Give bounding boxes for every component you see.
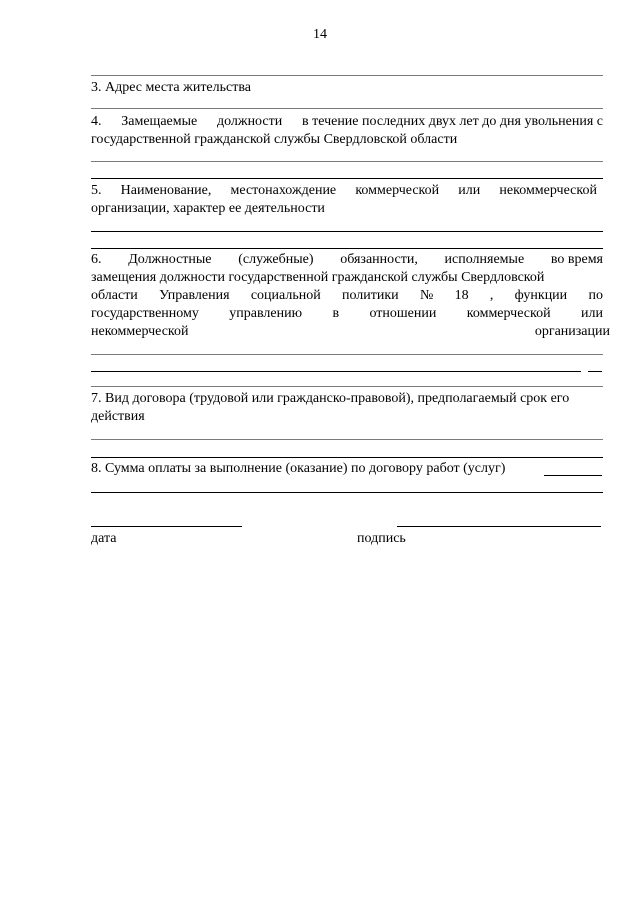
section-6-word: функции: [514, 288, 568, 303]
section-6-word: или: [580, 306, 603, 321]
fill-line: [91, 178, 603, 179]
fill-line: [588, 371, 602, 372]
section-6-word: 18: [454, 288, 469, 303]
sign-label: подпись: [357, 531, 406, 546]
section-6-word: по: [588, 288, 603, 303]
page-number: 14: [313, 27, 327, 42]
section-6-word: 6.: [91, 252, 102, 267]
section-4-line-1: [91, 113, 603, 131]
section-6-word: (служебные): [238, 252, 314, 267]
section-7-line-1: 7. Вид договора (трудовой или гражданско-правовой), предполагаемый срок его: [91, 391, 570, 406]
section-6-word: Должностные: [128, 252, 212, 267]
section-5-word: или: [458, 183, 481, 198]
section-6-word: отношении: [369, 306, 437, 321]
sum-fill-line: [544, 475, 602, 476]
section-5-word: Наименование,: [120, 183, 212, 198]
fill-line: [91, 248, 603, 249]
sign-signature-line: [397, 526, 601, 527]
fill-line: [91, 108, 603, 109]
fill-line: [91, 371, 581, 372]
section-6-word: политики: [341, 288, 399, 303]
section-6-word: социальной: [250, 288, 321, 303]
section-6-line-4: [91, 305, 603, 323]
section-6-word: организации: [534, 324, 610, 339]
section-6-word: обязанности,: [340, 252, 418, 267]
section-3-label: 3. Адрес места жительства: [91, 80, 251, 95]
section-5-word: коммерческой: [355, 183, 440, 198]
section-6-word: исполняемые: [444, 252, 525, 267]
section-5-word: 5.: [91, 183, 102, 198]
fill-line: [91, 161, 603, 162]
section-4-word: должности: [216, 114, 283, 129]
section-6-word: во время: [550, 252, 603, 267]
fill-line: [91, 492, 603, 493]
fill-line: [91, 231, 603, 232]
section-5-word: некоммерческой: [499, 183, 597, 198]
section-4-word: 4.: [91, 114, 102, 129]
section-6-word: государственному: [91, 306, 199, 321]
section-6-word: некоммерческой: [91, 324, 189, 339]
fill-line: [91, 457, 603, 458]
fill-line: [91, 75, 603, 76]
section-6-word: управлению: [229, 306, 303, 321]
section-6-word: коммерческой: [466, 306, 551, 321]
section-6-line-5: [91, 323, 610, 341]
section-5-line-1: [91, 182, 597, 200]
section-7-line-2: действия: [91, 409, 145, 424]
section-5-word: местонахождение: [230, 183, 337, 198]
fill-line: [91, 354, 603, 355]
section-6-line-3: [91, 287, 603, 305]
section-6-line-1: [91, 251, 603, 269]
fill-line: [91, 386, 603, 387]
section-5-line-2: организации, характер ее деятельности: [91, 201, 325, 216]
fill-line: [91, 439, 603, 440]
section-6-word: №: [419, 288, 434, 303]
date-signature-line: [91, 526, 242, 527]
section-6-word: ,: [489, 288, 494, 303]
section-4-word: в течение последних двух лет до дня увольнения с: [301, 114, 603, 129]
section-6-word: Управления: [159, 288, 230, 303]
section-6-word: области: [91, 288, 138, 303]
section-6-line-2: замещения должности государственной гражданской службы Свердловской: [91, 270, 545, 285]
date-label: дата: [91, 531, 117, 546]
section-4-word: Замещаемые: [121, 114, 198, 129]
section-4-line-2: государственной гражданской службы Свердловской области: [91, 132, 458, 147]
section-8-label: 8. Сумма оплаты за выполнение (оказание) по договору работ (услуг): [91, 461, 506, 476]
section-6-word: в: [332, 306, 340, 321]
